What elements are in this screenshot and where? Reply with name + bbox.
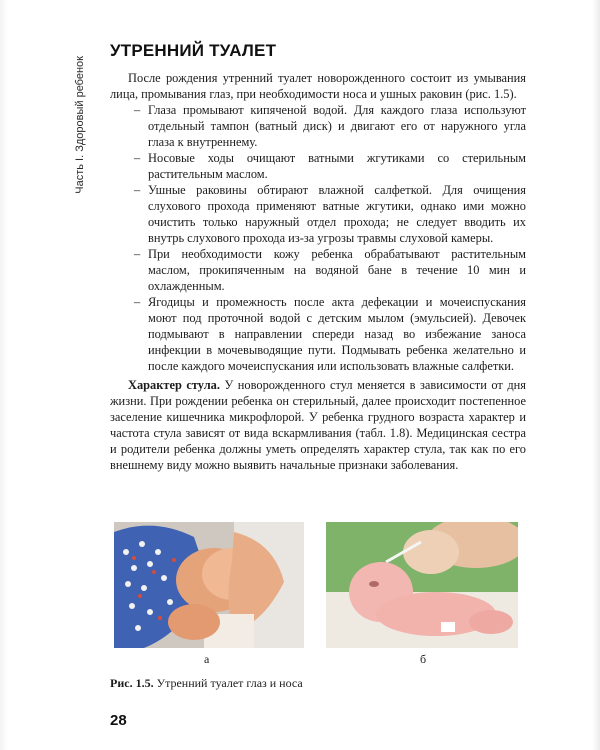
photo-label-a: а — [204, 652, 210, 666]
section-title: УТРЕННИЙ ТУАЛЕТ — [110, 41, 277, 60]
intro-paragraph: После рождения утренний туалет новорожденного состоит из умывания лица, промывания глаз, при необходимости носа и ушных раковин (рис. 1.5). — [110, 71, 526, 101]
running-header — [73, 56, 87, 356]
list-item-text: Ягодицы и промежность после акта дефекации и мочеиспускания моют под проточной водой с детским мылом (эмульсией). Девочек подмывают в направлении спереди назад во избежание заноса инфекции в мочевыводящие пути. Подмывать ребенка желательно и после каждого мочеиспускания или использовать влажные салфетки. — [148, 295, 526, 373]
body-text — [110, 70, 526, 473]
photo-nose-care-image — [326, 522, 518, 648]
running-header-text: Часть I. Здоровый ребенок — [74, 56, 86, 194]
photo-eye-care-image — [114, 522, 304, 648]
stool-paragraph — [110, 377, 526, 473]
list-item — [110, 182, 526, 246]
list-marker: – — [134, 103, 141, 117]
list-item-text: При необходимости кожу ребенка обрабатывают растительным маслом, прокипяченным на водяной бане в течение 10 мин и охлажденным. — [148, 247, 526, 293]
stool-text: У новорожденного стул меняется в зависимости от дня жизни. При рождении ребенка он стерильный, далее происходит постепенное заселение кишечника микрофлорой. У ребенка грудного возраста характер и частота стула зависят от вида вскармливания (табл. 1.8). Медицинская сестра и родители ребенка должны уметь определять характер стула, так как по его внешнему виду можно выявить начальные признаки заболевания. — [110, 378, 526, 472]
photo-eye-care — [114, 522, 304, 648]
page-number: 28 — [110, 712, 127, 729]
list-item — [110, 294, 526, 374]
photo-nose-care — [326, 522, 518, 648]
list-item — [110, 246, 526, 294]
list-item-text: Ушные раковины обтирают влажной салфеткой. Для очищения слухового прохода применяют ватные жгутики, однако ими можно очистить только наружный отдел прохода; не следует вводить их внутрь слухового прохода из-за угрозы травмы слуховой камеры. — [148, 183, 526, 245]
caption-text: Утренний туалет глаз и носа — [156, 676, 303, 690]
list-item-text: Носовые ходы очищают ватными жгутиками со стерильным растительным маслом. — [148, 151, 526, 181]
figure-caption — [110, 676, 303, 691]
list-item — [110, 150, 526, 182]
list-marker: – — [134, 295, 141, 309]
list-item — [110, 102, 526, 150]
care-list — [110, 102, 526, 374]
list-item-text: Глаза промывают кипяченой водой. Для каждого глаза используют отдельный тампон (ватный диск) и двигают его от наружного угла глаза к внутреннему. — [148, 103, 526, 149]
stool-heading: Характер стула. — [128, 378, 220, 392]
list-marker: – — [134, 151, 141, 165]
list-marker: – — [134, 183, 141, 197]
caption-label: Рис. 1.5. — [110, 676, 154, 690]
list-marker: – — [134, 247, 141, 261]
photo-label-b: б — [420, 652, 427, 666]
